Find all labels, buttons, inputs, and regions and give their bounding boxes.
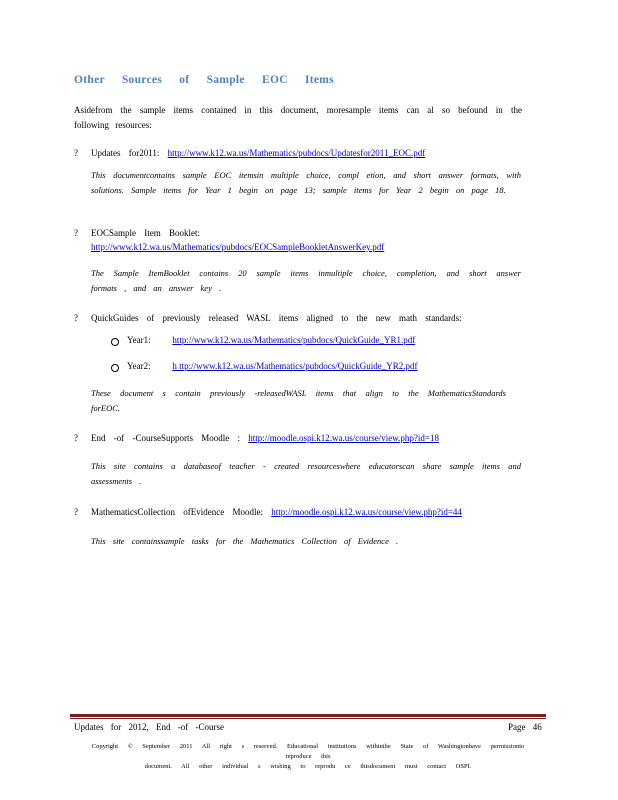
section-heading: Other Sources of Sample EOC Items xyxy=(74,74,334,86)
copyright-line-2: document. All other individual s wishing to reprodu ce thisdocument must contact OSPI. xyxy=(144,763,472,770)
bullet-marker: ? xyxy=(74,148,78,158)
resource-link-line xyxy=(91,241,384,254)
page-number: Page 46 xyxy=(508,722,542,732)
eoc-moodle-link[interactable]: http://moodle.ospi.k12.wa.us/course/view.php?id=18 xyxy=(248,433,439,443)
sub-label: Year2: xyxy=(127,361,151,371)
bullet-marker: ? xyxy=(74,228,78,238)
quickguide-year2-link[interactable]: h ttp://www.k12.wa.us/Mathematics/pubdocs/QuickGuide_YR2.pdf xyxy=(172,361,418,371)
resource-label: MathematicsCollection ofEvidence Moodle: xyxy=(91,507,263,517)
copyright-line-1: Copyright © September 2011 All right s reserved. Educational institutions withinthe State of Washingtonhave permissionto reproduce this xyxy=(91,743,525,760)
resource-description: The Sample ItemBooklet contains 20 sample items inmultiple choice, completion, and short answer formats , and an answer key . xyxy=(91,268,521,293)
resource-item-updates xyxy=(91,147,425,160)
sample-booklet-link[interactable]: http://www.k12.wa.us/Mathematics/pubdocs/EOCSampleBookletAnswerKey.pdf xyxy=(91,242,385,252)
footer-divider-thin xyxy=(70,718,546,719)
resource-label: EOCSample Item Booklet: xyxy=(91,228,200,238)
collection-moodle-link[interactable]: http://moodle.ospi.k12.wa.us/course/view.php?id=44 xyxy=(271,507,462,517)
bullet-marker: ? xyxy=(74,433,78,443)
resource-item-quickguides xyxy=(91,312,462,325)
resource-description: This documentcontains sample EOC itemsin multiple choice, compl etion, and short answer formats, with solutions. Sample items for Year 1 begin on page 13; sample items for Year 2 begin on page 18. xyxy=(91,170,521,195)
resource-item-eoc-moodle xyxy=(91,432,439,445)
resource-item-collection-moodle xyxy=(91,506,462,519)
sub-label: Year1: xyxy=(127,335,151,345)
bullet-marker: ? xyxy=(74,507,78,517)
copyright-notice xyxy=(80,742,536,772)
intro-paragraph: Asidefrom the sample items contained in this document, moresample items can al so befound in the following resources: xyxy=(74,105,522,130)
updates-2011-link[interactable]: http://www.k12.wa.us/Mathematics/pubdocs/Updatesfor2011_EOC.pdf xyxy=(167,148,426,158)
quickguide-year2 xyxy=(127,361,417,371)
footer-title: Updates for 2012, End -of -Course xyxy=(74,722,224,732)
bullet-marker: ? xyxy=(74,313,78,323)
resource-description: This site contains a databaseof teacher - created resourceswhere educatorscan share sample items and assessments . xyxy=(91,461,521,486)
resource-description: This site containssample tasks for the Mathematics Collection of Evidence . xyxy=(91,536,399,546)
resource-item-booklet xyxy=(91,227,200,240)
quickguide-year1 xyxy=(127,335,415,345)
resource-description: These document s contain previously -releasedWASL items that align to the MathematicsStandards forEOC. xyxy=(91,388,506,413)
quickguide-year1-link[interactable]: http://www.k12.wa.us/Mathematics/pubdocs/QuickGuide_YR1.pdf xyxy=(172,335,416,345)
footer-divider xyxy=(70,714,546,717)
circle-bullet-icon xyxy=(111,364,119,372)
resource-label: Updates for2011: xyxy=(91,148,160,158)
circle-bullet-icon xyxy=(111,338,119,346)
resource-label: End -of -CourseSupports Moodle : xyxy=(91,433,240,443)
resource-label: QuickGuides of previously released WASL items aligned to the new math standards: xyxy=(91,313,462,323)
